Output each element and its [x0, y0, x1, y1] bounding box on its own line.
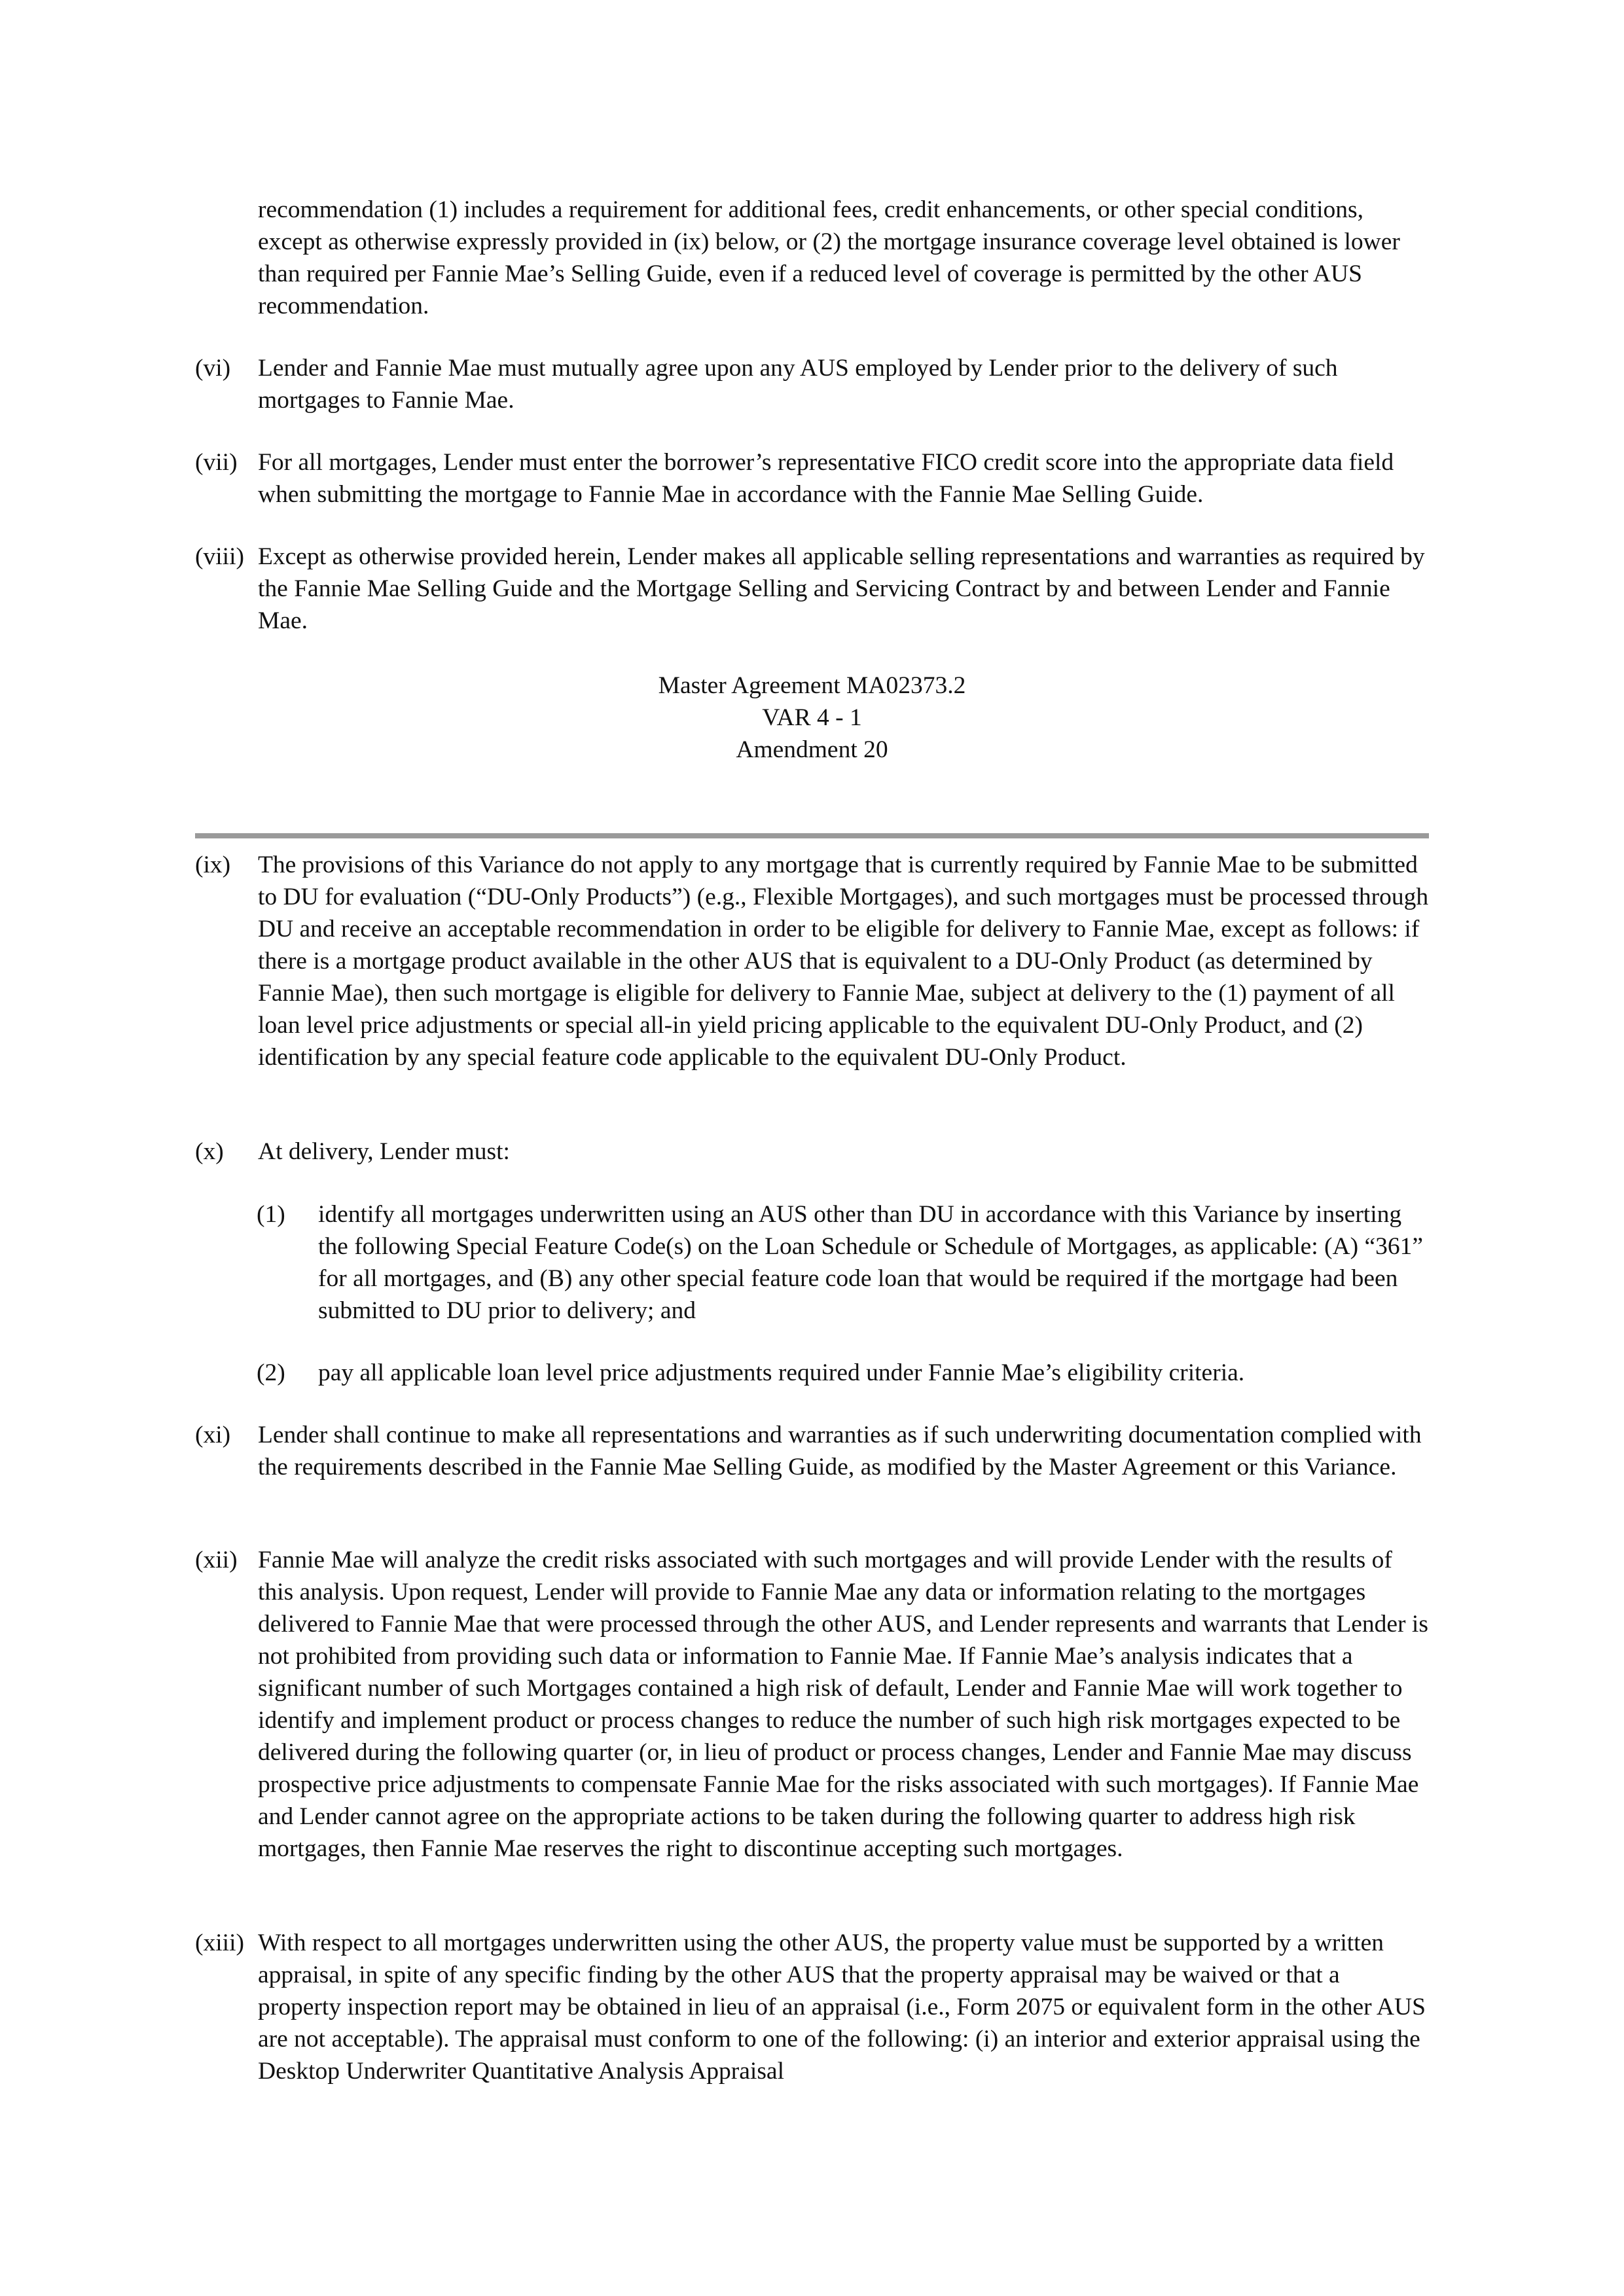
continuation-paragraph: recommendation (1) includes a requirement for additional fees, credit enhancements, or other special conditions, except as otherwise expressly provided in (ix) below, or (2) the mortgage insurance coverage level obtained is lower than required per Fannie Mae’s Selling Guide, even if a reduced level of coverage is permitted by the other AUS recommendation.: [258, 196, 1400, 319]
list-item-xi: [195, 1419, 1429, 1517]
sub-item-1: [257, 1198, 1429, 1329]
item-text: Except as otherwise provided herein, Lender makes all applicable selling representations and warranties as required by the Fannie Mae Selling Guide and the Mortgage Selling and Servicing Contract by and between Lender and Fannie Mae.: [258, 543, 1425, 634]
sub-item-2: [257, 1357, 1429, 1390]
item-text: Lender shall continue to make all representations and warranties as if such underwriting documentation complied with the requirements described in the Fannie Mae Selling Guide, as modified by the Master Agreement or this Variance.: [258, 1422, 1422, 1480]
list-item-ix: [195, 849, 1429, 1111]
page-footer: [0, 670, 1624, 766]
item-number: (x): [195, 1138, 224, 1165]
item-text: With respect to all mortgages underwritten using the other AUS, the property value must be supported by a written appraisal, in spite of any specific finding by the other AUS that the property appraisal may be waived or that a property inspection report may be obtained in lieu of an appraisal (i.e., Form 2075 or equivalent form in the other AUS are not acceptable). The appraisal must conform to one of the following: (i) an interior and exterior appraisal using the Desktop Underwriter Quantitative Analysis Appraisal: [258, 1929, 1426, 2085]
list-item-xiii: [195, 1927, 1429, 2097]
item-number: (viii): [195, 543, 244, 570]
item-text: Fannie Mae will analyze the credit risks associated with such mortgages and will provide Lender with the results of this analysis. Upon request, Lender will provide to Fannie Mae any data or information relating to the mortgages delivered to Fannie Mae that were processed through the other AUS, and Lender represents and warrants that Lender is not prohibited from providing such data or information to Fannie Mae. If Fannie Mae’s analysis indicates that a significant number of such Mortgages contained a high risk of default, Lender and Fannie Mae will work together to identify and implement product or process changes to reduce the number of such high risk mortgages expected to be delivered during the following quarter (or, in lieu of product or process changes, Lender and Fannie Mae may discuss prospective price adjustments to compensate Fannie Mae for the risks associated with such mortgages). If Fannie Mae and Lender cannot agree on the appropriate actions to be taken during the following quarter to address high risk mortgages, then Fannie Mae reserves the right to discontinue accepting such mortgages.: [258, 1547, 1428, 1862]
item-number: (xiii): [195, 1929, 244, 1956]
list-item-xii: [195, 1544, 1429, 1904]
sub-item-text: pay all applicable loan level price adjustments required under Fannie Mae’s eligibility criteria.: [318, 1359, 1245, 1386]
sub-item-text: identify all mortgages underwritten using an AUS other than DU in accordance with this Variance by inserting the following Special Feature Code(s) on the Loan Schedule or Schedule of Mortgages, as applicable: (A) “361” for all mortgages, and (B) any other special feature code loan that would be required if the mortgage had been submitted to DU prior to delivery; and: [318, 1201, 1424, 1324]
item-number: (xi): [195, 1422, 231, 1448]
item-text: The provisions of this Variance do not apply to any mortgage that is currently required by Fannie Mae to be submitted to DU for evaluation (“DU-Only Products”) (e.g., Flexible Mortgages), and such mortgages must be processed through DU and receive an acceptable recommendation in order to be eligible for delivery to Fannie Mae, except as follows: if there is a mortgage product available in the other AUS that is equivalent to a DU-Only Product (as determined by Fannie Mae), then such mortgage is eligible for delivery to Fannie Mae, subject at delivery to the (1) payment of all loan level price adjustments or special all-in yield pricing applicable to the equivalent DU-Only Product, and (2) identification by any special feature code applicable to the equivalent DU-Only Product.: [258, 852, 1429, 1071]
footer-variance-number: VAR 4 - 1: [762, 704, 862, 731]
page-divider: [195, 833, 1429, 838]
list-item-x: [195, 1136, 1429, 1168]
list-item-vi: [195, 352, 1429, 418]
item-number: (xii): [195, 1547, 238, 1573]
footer-agreement-number: Master Agreement MA02373.2: [658, 672, 966, 699]
sub-item-number: (2): [257, 1359, 285, 1386]
item-number: (vii): [195, 449, 238, 476]
footer-amendment-number: Amendment 20: [736, 736, 888, 763]
item-text: Lender and Fannie Mae must mutually agree upon any AUS employed by Lender prior to the delivery of such mortgages to Fannie Mae.: [258, 355, 1338, 414]
list-item-viii: [195, 541, 1429, 639]
sub-item-number: (1): [257, 1201, 285, 1228]
item-number: (vi): [195, 355, 231, 382]
item-text: For all mortgages, Lender must enter the borrower’s representative FICO credit score into the appropriate data field when submitting the mortgage to Fannie Mae in accordance with the Fannie Mae Selling Guide.: [258, 449, 1394, 508]
item-text: At delivery, Lender must:: [258, 1138, 510, 1165]
item-number: (ix): [195, 852, 231, 878]
list-item-vii: [195, 446, 1429, 512]
